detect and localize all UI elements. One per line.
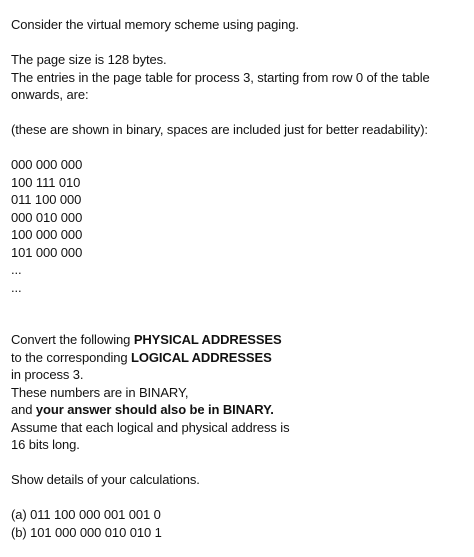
page-table <box>11 156 471 296</box>
page-size-text: The page size is 128 bytes. <box>11 52 167 67</box>
convert-line-4: These numbers are in BINARY, <box>11 384 189 400</box>
page-table-ellipsis: ... <box>11 262 22 277</box>
binary-note: (these are shown in binary, spaces are included just for better readability): <box>11 122 428 137</box>
page-table-row: 000 010 000 <box>11 209 83 225</box>
intro-text: Consider the virtual memory scheme using paging. <box>11 17 299 32</box>
page-table-row: 000 000 000 <box>11 157 83 172</box>
question-a: (a) 011 100 000 001 001 0 <box>11 507 161 522</box>
question-b: (b) 101 000 000 010 010 1 <box>11 524 162 540</box>
page-table-row: 011 100 000 <box>11 192 82 207</box>
convert-line-7: 16 bits long. <box>11 437 80 452</box>
binary-answer-emphasis: your answer should also be in BINARY. <box>35 402 274 417</box>
entries-text-line-1: The entries in the page table for process 3, starting from row 0 of the table <box>11 69 430 85</box>
logical-addresses-emphasis: LOGICAL ADDRESSES <box>131 349 272 365</box>
physical-addresses-emphasis: PHYSICAL ADDRESSES <box>133 332 282 347</box>
page-table-ellipsis: ... <box>11 279 22 295</box>
document-body <box>11 16 471 541</box>
page-table-row: 101 000 000 <box>11 244 83 260</box>
convert-line-6: Assume that each logical and physical address is <box>11 419 290 435</box>
convert-line-5: and your answer should also be in BINARY. <box>11 402 274 417</box>
page-table-row: 100 111 010 <box>11 174 81 190</box>
page-table-row: 100 000 000 <box>11 227 83 242</box>
convert-line-1: Convert the following PHYSICAL ADDRESSES <box>11 332 282 347</box>
convert-line-2: to the corresponding LOGICAL ADDRESSES <box>11 349 272 365</box>
entries-text-line-2: onwards, are: <box>11 87 89 102</box>
show-details-text: Show details of your calculations. <box>11 472 200 487</box>
convert-line-3: in process 3. <box>11 367 84 382</box>
